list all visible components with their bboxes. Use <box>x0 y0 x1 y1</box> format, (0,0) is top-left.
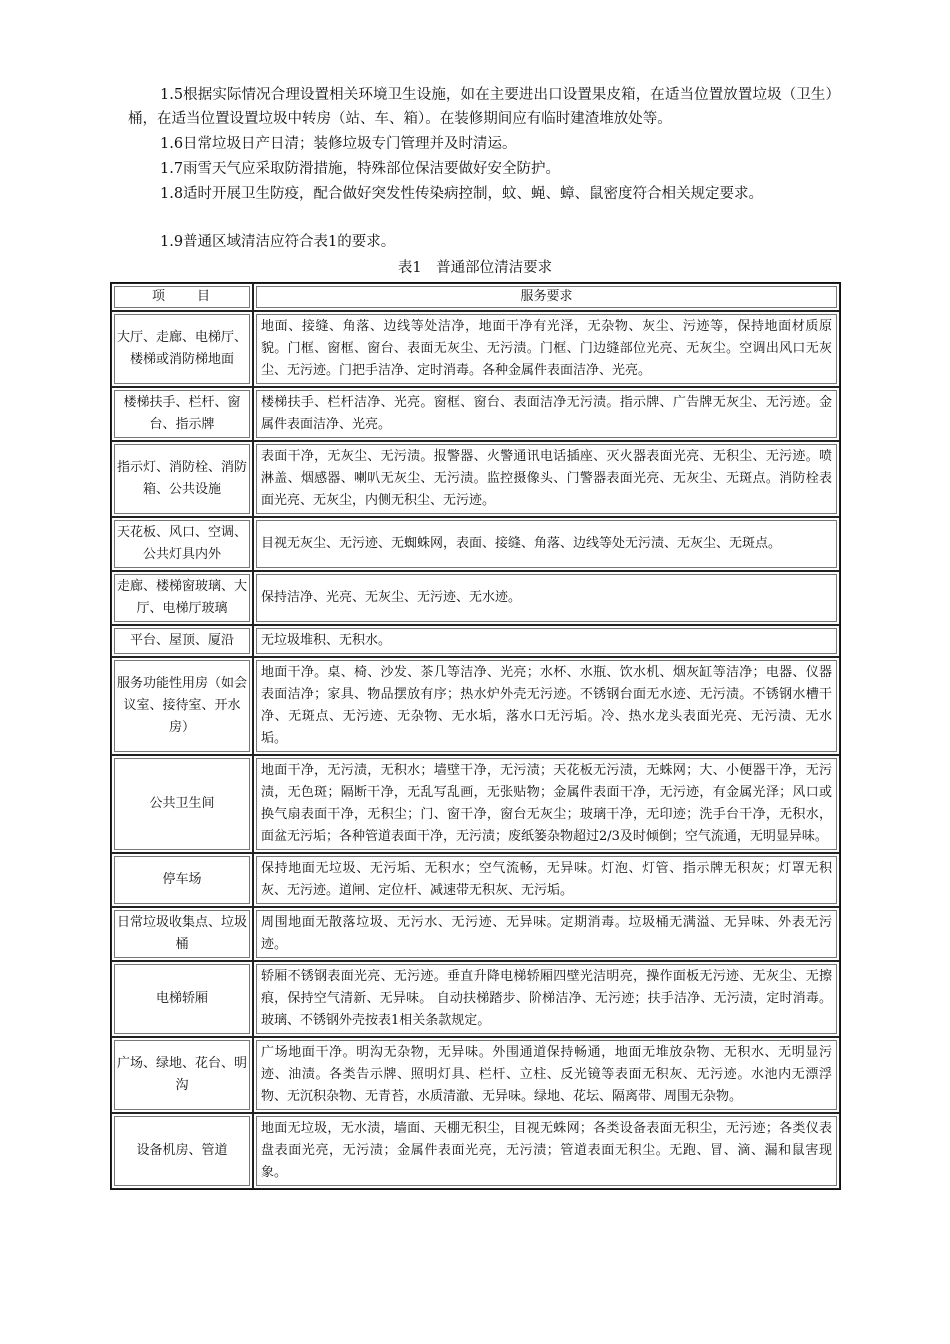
column-header-item: 项 目 <box>111 283 253 311</box>
table-row <box>111 907 840 961</box>
paragraph-1-7: 1.7雨雪天气应采取防滑措施，特殊部位保洁要做好安全防护。 <box>160 161 561 177</box>
table-cell-requirement: 地面、接缝、角落、边线等处洁净，地面干净有光泽，无杂物、灰尘、污迹等，保持地面材质原貌。门框、窗框、窗台、表面无灰尘、无污渍。门框、门边缝部位光亮、无灰尘。空调出风口无灰尘、无污迹。门把手洁净、定时消毒。各种金属件表面洁净、光亮。 <box>253 311 840 387</box>
paragraph-1-9: 1.9普通区域清洁应符合表1的要求。 <box>160 234 396 250</box>
table-row <box>111 517 840 571</box>
table-cell-requirement: 周围地面无散落垃圾、无污水、无污迹、无异味。定期消毒。垃圾桶无满溢、无异味、外表无污迹。 <box>253 907 840 961</box>
table-row <box>111 311 840 387</box>
table-cell-requirement: 地面干净。桌、椅、沙发、茶几等洁净、光亮；水杯、水瓶、饮水机、烟灰缸等洁净；电器、仪器表面洁净；家具、物品摆放有序；热水炉外壳无污迹。不锈钢台面无水迹、无污渍。不锈钢水槽干净、无斑点、无污迹、无杂物、无水垢，落水口无污垢。冷、热水龙头表面光亮、无污渍、无水垢。 <box>253 657 840 755</box>
table-row <box>111 1113 840 1189</box>
paragraph-1-5: 1.5根据实际情况合理设置相关环境卫生设施，如在主要进出口设置果皮箱，在适当位置放置垃圾（卫生）桶，在适当位置设置垃圾中转房（站、车、箱）。在装修期间应有临时建渣堆放处等。 <box>128 87 840 127</box>
table-cell-requirement: 楼梯扶手、栏杆洁净、光亮。窗框、窗台、表面洁净无污渍。指示牌、广告牌无灰尘、无污迹。金属件表面洁净、光亮。 <box>253 387 840 441</box>
table-cell-item: 公共卫生间 <box>111 755 253 853</box>
table-cell-item: 服务功能性用房（如会议室、接待室、开水房） <box>111 657 253 755</box>
paragraph-1-8: 1.8适时开展卫生防疫，配合做好突发性传染病控制，蚊、蝇、蟑、鼠密度符合相关规定要求。 <box>160 186 764 202</box>
table-cell-requirement: 地面干净，无污渍，无积水；墙壁干净，无污渍；天花板无污渍，无蛛网；大、小便器干净，无污渍，无色斑；隔断干净，无乱写乱画，无张贴物；金属件表面干净，无污迹，有金属光泽；风口或换气扇表面干净，无积尘；门、窗干净，窗台无灰尘；玻璃干净，无印迹；洗手台干净，无积水，面盆无污垢；各种管道表面干净，无污渍；废纸篓杂物超过2/3及时倾倒；空气流通，无明显异味。 <box>253 755 840 853</box>
table-cell-requirement: 表面干净，无灰尘、无污渍。报警器、火警通讯电话插座、灭火器表面光亮、无积尘、无污迹。喷淋盖、烟感器、喇叭无灰尘、无污渍。监控摄像头、门警器表面光亮、无灰尘、无斑点。消防栓表面光亮、无灰尘，内侧无积尘、无污迹。 <box>253 441 840 517</box>
paragraph-1-6: 1.6日常垃圾日产日清；装修垃圾专门管理并及时清运。 <box>160 136 517 152</box>
table-cell-item: 平台、屋顶、厦沿 <box>111 625 253 657</box>
table-cell-requirement: 目视无灰尘、无污迹、无蜘蛛网，表面、接缝、角落、边线等处无污渍、无灰尘、无斑点。 <box>253 517 840 571</box>
table-caption: 表1 普通部位清洁要求 <box>397 260 553 276</box>
table-row <box>111 387 840 441</box>
table-cell-requirement: 无垃圾堆积、无积水。 <box>253 625 840 657</box>
table-cell-item: 电梯轿厢 <box>111 961 253 1037</box>
table-row <box>111 625 840 657</box>
column-header-requirement: 服务要求 <box>253 283 840 311</box>
cleaning-requirements-table <box>110 282 841 1190</box>
table-cell-requirement: 广场地面干净。明沟无杂物，无异味。外围通道保持畅通，地面无堆放杂物、无积水、无明显污迹、油渍。各类告示牌、照明灯具、栏杆、立柱、反光镜等表面无积灰、无污迹。水池内无漂浮物、无沉积杂物、无青苔，水质清澈、无异味。绿地、花坛、隔离带、周围无杂物。 <box>253 1037 840 1113</box>
table-cell-requirement: 保持洁净、光亮、无灰尘、无污迹、无水迹。 <box>253 571 840 625</box>
table-cell-item: 走廊、楼梯窗玻璃、大厅、电梯厅玻璃 <box>111 571 253 625</box>
table-cell-item: 停车场 <box>111 853 253 907</box>
table-cell-item: 广场、绿地、花台、明沟 <box>111 1037 253 1113</box>
table-row <box>111 853 840 907</box>
table-row <box>111 441 840 517</box>
table-cell-item: 指示灯、消防栓、消防箱、公共设施 <box>111 441 253 517</box>
table-row <box>111 755 840 853</box>
table-header-row <box>111 283 840 311</box>
table-row <box>111 571 840 625</box>
table-cell-item: 大厅、走廊、电梯厅、楼梯或消防梯地面 <box>111 311 253 387</box>
table-row <box>111 1037 840 1113</box>
table-cell-requirement: 保持地面无垃圾、无污垢、无积水；空气流畅，无异味。灯泡、灯管、指示牌无积灰；灯罩无积灰、无污迹。道闸、定位杆、减速带无积灰、无污垢。 <box>253 853 840 907</box>
table-cell-requirement: 地面无垃圾，无水渍，墙面、天棚无积尘，目视无蛛网；各类设备表面无积尘，无污迹；各类仪表盘表面光亮，无污渍；金属件表面光亮，无污渍；管道表面无积尘。无跑、冒、滴、漏和鼠害现象。 <box>253 1113 840 1189</box>
table-cell-requirement: 轿厢不锈钢表面光亮、无污迹。垂直升降电梯轿厢四壁光洁明亮，操作面板无污迹、无灰尘、无擦痕，保持空气清新、无异味。 自动扶梯踏步、阶梯洁净、无污迹；扶手洁净、无污渍，定时消毒。玻璃、不锈钢外壳按表1相关条款规定。 <box>253 961 840 1037</box>
table-cell-item: 日常垃圾收集点、垃圾桶 <box>111 907 253 961</box>
table-row <box>111 657 840 755</box>
table-cell-item: 楼梯扶手、栏杆、窗台、指示牌 <box>111 387 253 441</box>
table-cell-item: 天花板、风口、空调、公共灯具内外 <box>111 517 253 571</box>
table-cell-item: 设备机房、管道 <box>111 1113 253 1189</box>
table-row <box>111 961 840 1037</box>
